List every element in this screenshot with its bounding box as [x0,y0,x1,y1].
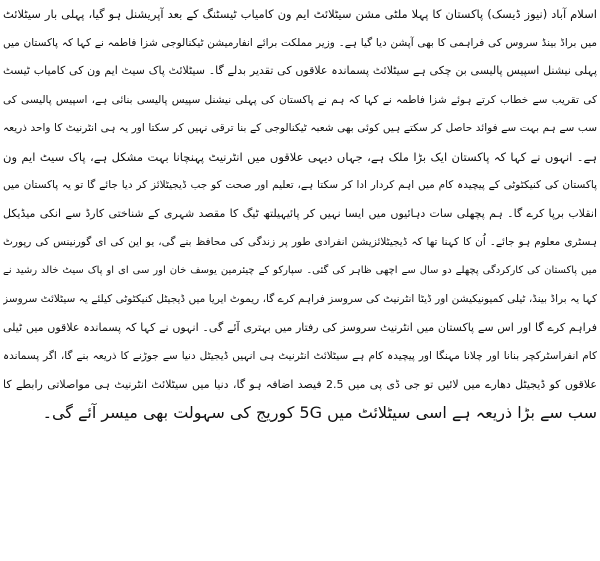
article-line: پاکستان کی کنیکٹوٹی کے پیچیدہ کام میں اہم کردار ادا کر سکتا ہے، تعلیم اور صحت کو جب ڈیجیٹلائز کر دیا جائے گا تو یہ پاکستان میں [3,179,597,191]
article-line: سب سے ہم بہت سے فوائد حاصل کر سکتے ہیں کوئی بھی شعبہ ٹیکنالوجی کے بنا ترقی نہیں کر سکتا اور یہ ہی انٹرنیٹ کا واحد ذریعہ [3,122,597,134]
article-line: میں براڈ بینڈ سروس کی فراہمی کا بھی آپشن دیا گیا ہے۔ وزیر مملکت برائے انفارمیشن ٹیکنالوجی شزا فاطمہ نے کہا کہ پاکستان میں [3,36,597,49]
article-line: ہسٹری معلوم ہو جائے۔ اُن کا کہنا تھا کہ ڈیجیٹلائزیشن انفرادی طور پر زندگی کی محافظ بنے گی، یو این کی ای گورنینس کی رپورٹ [3,236,597,248]
article-line: انقلاب برپا کرے گا۔ ہم پچھلی سات دہائیوں میں ایسا نہیں کر پائیہیلتھ ٹیگ کا مقصد شہری کے شناختی کارڈ سے انکی میڈیکل [3,206,597,220]
article-line: کہا یہ براڈ بینڈ، ٹیلی کمیونیکیشن اور ڈیٹا انٹرنیٹ کی سروسز فراہم کرے گا، ریموٹ ایریا میں ڈیجیٹل کنیکٹوٹی کیلئے یہ سیٹلائٹ سروسز [3,293,597,305]
article-line: فراہم کرے گا اور اس سے پاکستان میں انٹرنیٹ سروسز کی رفتار میں بہتری آئے گی۔ انہوں نے کہا کہ پسماندہ علاقوں میں ٹیلی [3,320,597,334]
article-line: پہلی نیشنل اسپیس پالیسی بن چکی ہے سیٹلائٹ پسماندہ علاقوں کی تقدیر بدلے گا۔ سیٹلائٹ پاک سیٹ ایم ون کی کامیاب ٹیسٹ [3,64,597,77]
article-line: اسلام آباد (نیوز ڈیسک) پاکستان کا پہلا ملٹی مشن سیٹلائٹ ایم ون کامیاب ٹیسٹنگ کے بعد آپریشنل ہو گیا، پہلی بار سیٹلائٹ [3,7,597,21]
article-line: میں پاکستان کی کارکردگی پچھلے دو سال سے اچھی ظاہر کی گئی۔ سپارکو کے چیئرمین یوسف خان اور سی ای او پاک سیٹ خالد رشید نے [3,264,597,276]
article-line-last: سب سے بڑا ذریعہ ہے اسی سیٹلائٹ میں 5G کوریج کی سہولت بھی میسر آئے گی۔ [42,403,597,422]
article-line: کی تقریب سے خطاب کرتے ہوئے شزا فاطمہ نے کہا کہ ہم نے پاکستان کی پہلی نیشنل سپیس پالیسی بنائی ہے، اسپیس پالیسی کی [3,93,597,106]
article-line: ہے۔ انہوں نے کہا کہ پاکستان ایک بڑا ملک ہے، جہاں دیہی علاقوں میں انٹرنیٹ پہنچانا بہت مشکل ہے، پاک سیٹ ایم ون [3,149,597,164]
article-line: علاقوں کو ڈیجیٹل دھارے میں لائیں تو جی ڈی پی میں 2.5 فیصد اضافہ ہو گا، دنیا میں سیٹلائٹ انٹرنیٹ ہی مواصلاتی رابطے کا [3,377,597,391]
article-line: کام انفراسٹرکچر بنانا اور چلانا مہنگا اور پیچیدہ کام ہے سیٹلائٹ انٹرنیٹ ہی انہیں ڈیجیٹل دنیا سے جوڑنے کا ذریعہ بنے گا، اگر پسماندہ [3,350,597,362]
